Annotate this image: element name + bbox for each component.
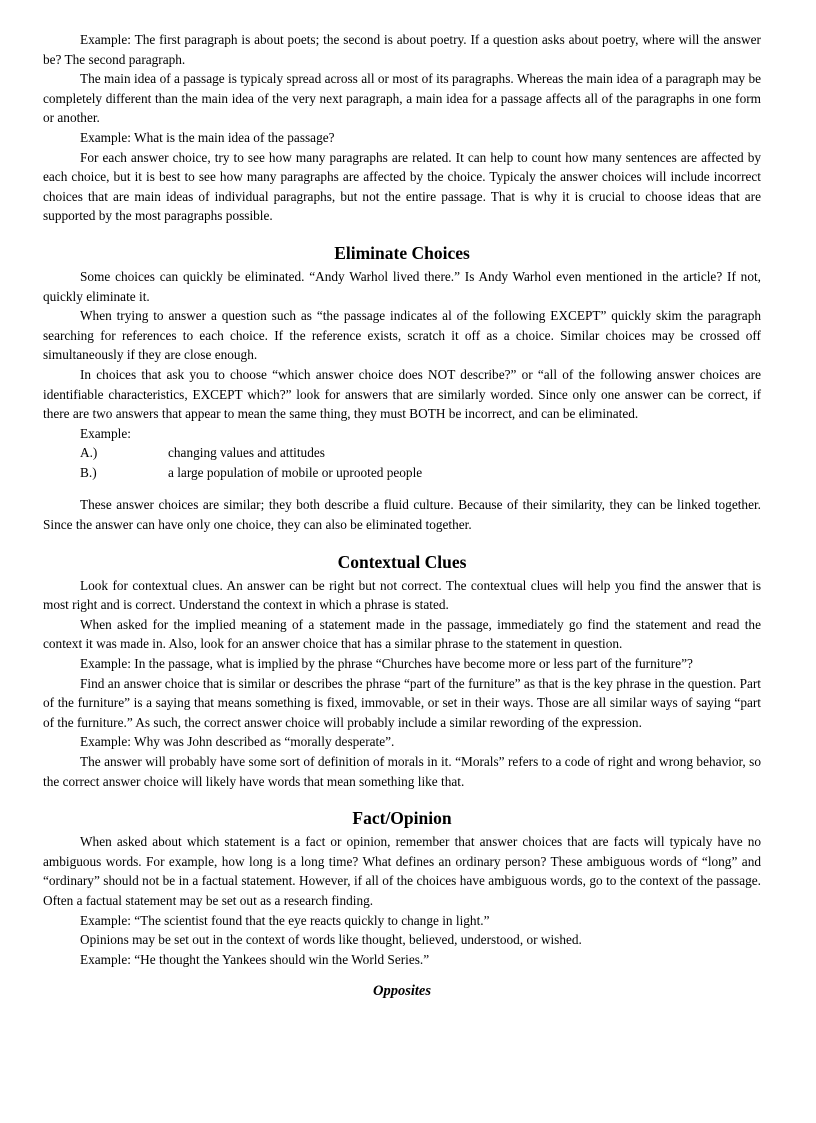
paragraph: Example: In the passage, what is implied by the phrase “Churches have become more or less part of the furniture”? bbox=[80, 656, 693, 672]
paragraph: In choices that ask you to choose “which answer choice does NOT describe?” or “all of the following answer choices are identifiable characteristics, EXCEPT which?” look for answers that are similarly worded. Since only one answer can be correct, if there are two answers that appear to mean the same thing, they must BOTH be incorrect, and can be eliminated. bbox=[43, 366, 761, 422]
opposites-section bbox=[43, 982, 761, 1001]
section-heading: Eliminate Choices bbox=[334, 242, 470, 263]
choice-letter: A.) bbox=[80, 445, 98, 461]
section-heading: Opposites bbox=[373, 983, 431, 1000]
choice-text: changing values and attitudes bbox=[168, 445, 325, 461]
paragraph: When asked for the implied meaning of a statement made in the passage, immediately go find the statement and read the context it was made in. Also, look for an answer choice that has a similar phrase to the statement in question. bbox=[43, 616, 761, 652]
paragraph: Example: What is the main idea of the passage? bbox=[80, 129, 335, 145]
paragraph: Find an answer choice that is similar or describes the phrase “part of the furniture” as that is the key phrase in the question. Part of the furniture” is a saying that means something is fixed, immovable, or set in their ways. Those are all similar ways of saying “part of the furniture.” As such, the correct answer choice will probably include a similar rewording of the expression. bbox=[43, 675, 761, 730]
intro-section bbox=[43, 30, 761, 226]
paragraph: The main idea of a passage is typicaly spread across all or most of its paragraphs. Whereas the main idea of a paragraph may be completely different than the main idea of the very next paragraph, a main idea for a passage affects all of the paragraphs in one form or another. bbox=[43, 71, 761, 126]
eliminate-choices-section bbox=[43, 243, 761, 535]
paragraph: These answer choices are similar; they both describe a fluid culture. Because of their similarity, they can be linked together. Since the answer can have only one choice, they can also be eliminated together. bbox=[43, 497, 761, 533]
paragraph: Example: Why was John described as “morally desperate”. bbox=[80, 734, 395, 750]
choice-letter: B.) bbox=[80, 464, 97, 480]
paragraph: Look for contextual clues. An answer can be right but not correct. The contextual clues will help you find the answer that is most right and is correct. Understand the context in which a phrase is stated. bbox=[43, 577, 761, 613]
section-heading: Fact/Opinion bbox=[352, 808, 452, 829]
spacer bbox=[43, 482, 761, 495]
answer-choice bbox=[80, 463, 761, 483]
document-page bbox=[43, 30, 761, 1001]
fact-opinion-section bbox=[43, 808, 761, 969]
example-label: Example: bbox=[80, 425, 131, 441]
paragraph: For each answer choice, try to see how many paragraphs are related. It can help to count how many sentences are affected by each choice, but it is best to see how many paragraphs are affected by the choice. Typicaly the answer choices will include incorrect choices that are main ideas of individual paragraphs, but not the entire passage. That is why it is crucial to choose ideas that are supported by the most paragraphs possible. bbox=[43, 149, 761, 224]
paragraph: Example: The first paragraph is about poets; the second is about poetry. If a question asks about poetry, where will the answer be? The second paragraph. bbox=[43, 32, 761, 67]
paragraph: Example: “He thought the Yankees should win the World Series.” bbox=[80, 951, 430, 967]
answer-choice bbox=[80, 443, 761, 463]
paragraph: Some choices can quickly be eliminated. “Andy Warhol lived there.” Is Andy Warhol even mentioned in the article? If not, quickly eliminate it. bbox=[43, 268, 761, 304]
contextual-clues-section bbox=[43, 552, 761, 792]
paragraph: When asked about which statement is a fact or opinion, remember that answer choices that are facts will typicaly have no ambiguous words. For example, how long is a long time? What defines an ordinary person? These ambiguous words of “long” and “ordinary” should not be in a factual statement. However, if all of the choices have ambiguous words, go to the context of the passage. Often a factual statement may be set out as a research finding. bbox=[43, 834, 761, 908]
paragraph: Opinions may be set out in the context of words like thought, believed, understood, or wished. bbox=[80, 932, 582, 948]
paragraph: When trying to answer a question such as “the passage indicates al of the following EXCEPT” quickly skim the paragraph searching for references to each choice. If the reference exists, scratch it off as a choice. Similar choices may be crossed off simultaneously if they are close enough. bbox=[43, 308, 761, 363]
choice-text: a large population of mobile or uprooted people bbox=[168, 464, 423, 480]
paragraph: Example: “The scientist found that the eye reacts quickly to change in light.” bbox=[80, 912, 490, 928]
paragraph: The answer will probably have some sort of definition of morals in it. “Morals” refers to a code of right and wrong behavior, so the correct answer choice will likely have words that mean something like that. bbox=[43, 754, 761, 789]
section-heading: Contextual Clues bbox=[337, 551, 467, 572]
